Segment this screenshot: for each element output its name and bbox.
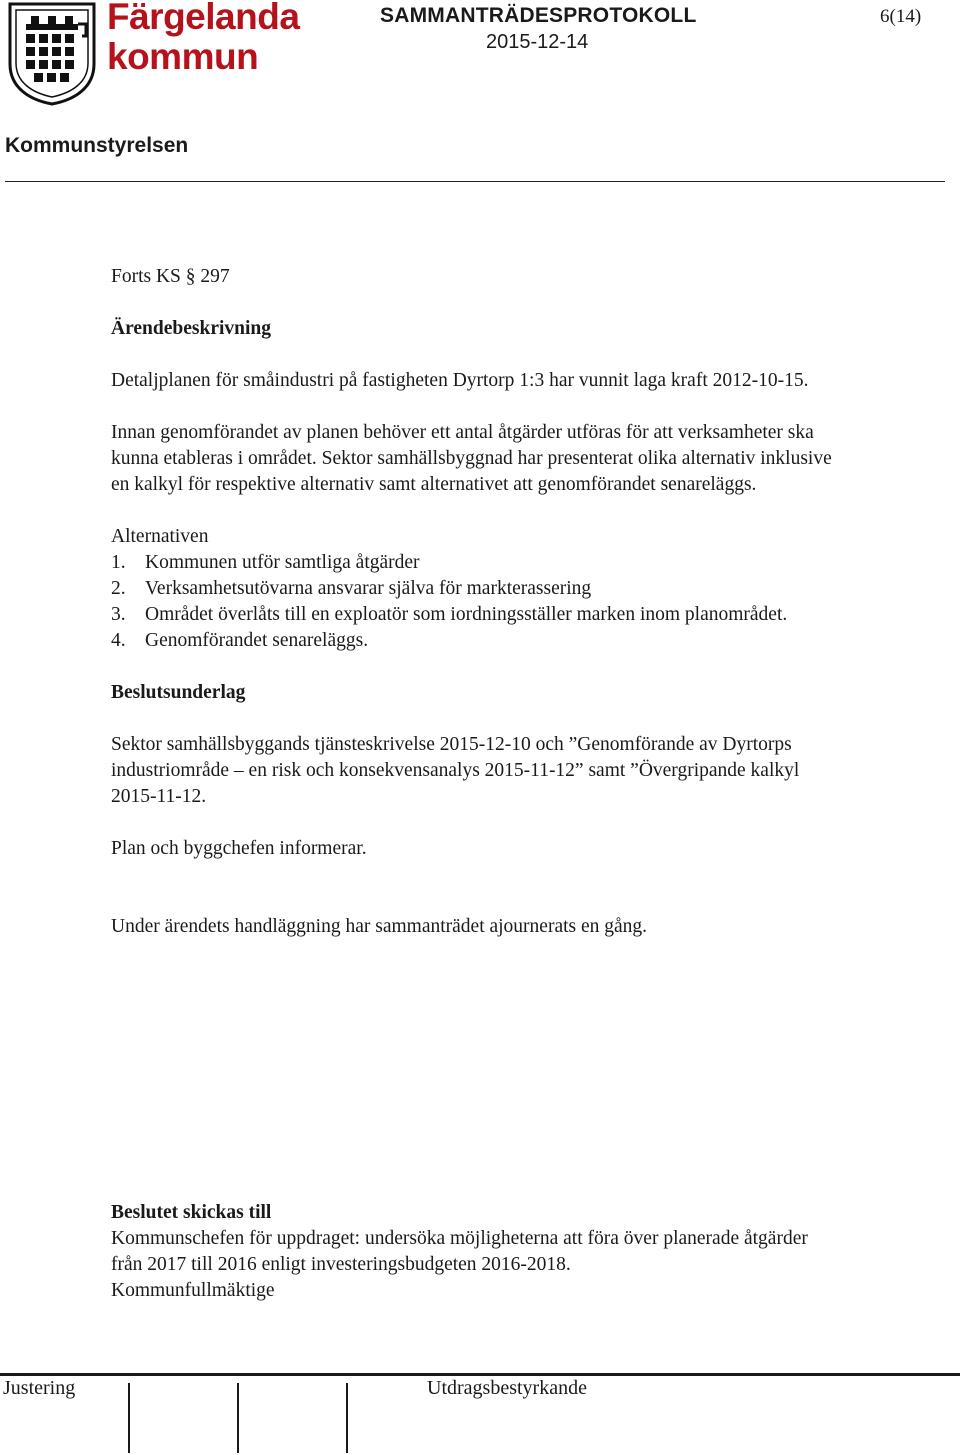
justering-label: Justering [3, 1377, 76, 1399]
committee-name: Kommunstyrelsen [5, 134, 189, 157]
text-line: en kalkyl för respektive alternativ samt alternativet att genomförandet senareläggs. [111, 474, 757, 495]
list-text: Genomförandet senareläggs. [145, 630, 369, 651]
document-body [111, 264, 956, 1304]
header-divider [5, 181, 945, 182]
text-line: 2015-11-12. [111, 786, 207, 807]
paragraph-ajournering: Under ärendets handläggning har sammanträdet ajournerats en gång. [111, 916, 648, 937]
heading-beslutet-skickas: Beslutet skickas till [111, 1202, 272, 1223]
text-line: Sektor samhällsbyggands tjänsteskrivelse 2015-12-10 och ”Genomförande av Dyrtorps [111, 734, 792, 755]
list-number: 3. [111, 604, 126, 625]
list-item [111, 628, 956, 654]
page-number: 6(14) [880, 6, 922, 27]
continuation-reference: Forts KS § 297 [111, 266, 230, 287]
logo-wordmark-line2: kommun [107, 36, 259, 77]
protocol-title: SAMMANTRÄDESPROTOKOLL [380, 4, 697, 27]
list-text: Kommunen utför samtliga åtgärder [145, 552, 420, 573]
text-line: från 2017 till 2016 enligt investeringsbudgeten 2016-2018. [111, 1254, 571, 1275]
text-line: industriområde – en risk och konsekvensanalys 2015-11-12” samt ”Övergripande kalkyl [111, 760, 800, 781]
heading-arendebeskrivning: Ärendebeskrivning [111, 318, 271, 339]
alternatives-label: Alternativen [111, 526, 209, 547]
list-item [111, 602, 956, 628]
logo-wordmark [107, 0, 299, 77]
signature-box-divider [128, 1383, 130, 1453]
paragraph-detaljplan: Detaljplanen för småindustri på fastigheten Dyrtorp 1:3 har vunnit laga kraft 2012-10-15. [111, 370, 809, 391]
list-number: 2. [111, 578, 126, 599]
text-line: Kommunschefen för uppdraget: undersöka möjligheterna att föra över planerade åtgärder [111, 1228, 808, 1249]
signature-box-divider [237, 1383, 239, 1453]
paragraph-genomforande [111, 420, 956, 498]
list-item [111, 576, 956, 602]
recipients-block [111, 1226, 956, 1304]
paragraph-beslutsunderlag [111, 732, 956, 810]
list-text: Verksamhetsutövarna ansvarar själva för markterassering [145, 578, 592, 599]
municipality-crest-icon [4, 2, 100, 106]
list-number: 1. [111, 552, 126, 573]
signature-box-divider [346, 1383, 348, 1453]
text-line: Innan genomförandet av planen behöver ett antal åtgärder utföras för att verksamheter ska [111, 422, 814, 443]
heading-beslutsunderlag: Beslutsunderlag [111, 682, 246, 703]
list-text: Området överlåts till en exploatör som iordningsställer marken inom planområdet. [145, 604, 788, 625]
footer-divider [0, 1373, 960, 1376]
text-line: kunna etableras i området. Sektor samhällsbyggnad har presenterat olika alternativ inklusive [111, 448, 832, 469]
protocol-date: 2015-12-14 [486, 31, 589, 53]
utdragsbestyrkande-label: Utdragsbestyrkande [427, 1377, 587, 1399]
paragraph-plan-info: Plan och byggchefen informerar. [111, 838, 367, 859]
text-line: Kommunfullmäktige [111, 1280, 275, 1301]
alternatives-list [111, 550, 956, 654]
logo-wordmark-line1: Färgelanda [107, 0, 300, 37]
list-item [111, 550, 956, 576]
list-number: 4. [111, 630, 126, 651]
